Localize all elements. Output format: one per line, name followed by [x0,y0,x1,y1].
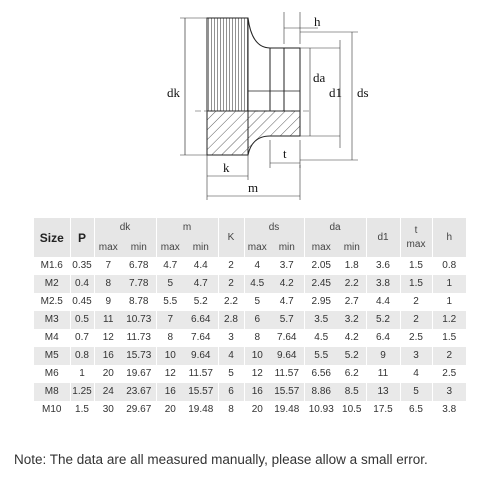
table-cell: 6.4 [366,329,400,347]
table-cell: 12 [156,365,184,383]
table-cell: 12 [244,365,270,383]
size-cell: M4 [34,329,70,347]
table-cell: 19.48 [270,401,304,419]
table-cell: 7.78 [122,275,156,293]
table-cell: 24 [94,383,122,401]
table-cell: 20 [244,401,270,419]
table-cell: 1 [70,365,94,383]
table-cell: 8.86 [304,383,338,401]
table-cell: 4.5 [304,329,338,347]
table-cell: 10.5 [338,401,366,419]
header-p: P [70,218,94,257]
table-cell: 3.8 [366,275,400,293]
table-cell: 4.4 [366,293,400,311]
size-cell: M3 [34,311,70,329]
table-cell: 11.73 [122,329,156,347]
table-cell: 4.4 [184,257,218,275]
label-k: k [223,160,230,175]
table-cell: 3 [218,329,244,347]
table-cell: 3.5 [304,311,338,329]
header-da: da [304,218,366,238]
table-cell: 9.64 [270,347,304,365]
table-cell: 6.64 [184,311,218,329]
table-cell: 2.95 [304,293,338,311]
table-cell: 8.78 [122,293,156,311]
table-cell: 3.8 [432,401,466,419]
table-cell: 0.8 [432,257,466,275]
table-cell: 15.57 [270,383,304,401]
table-cell: 9 [94,293,122,311]
table-cell: 0.4 [70,275,94,293]
table-cell: 1.5 [400,257,432,275]
table-cell: 0.45 [70,293,94,311]
header-t-label: t [414,224,418,236]
table-cell: 3 [432,383,466,401]
header-k: K [218,218,244,257]
table-row [34,401,466,419]
size-cell: M8 [34,383,70,401]
table-cell: 3.2 [338,311,366,329]
table-cell: 23.67 [122,383,156,401]
table-cell: 1.2 [432,311,466,329]
table-cell: 5.5 [304,347,338,365]
table-cell: 5 [218,365,244,383]
header-ds-min: min [270,238,304,257]
table-cell: 4 [218,347,244,365]
table-cell: 12 [94,329,122,347]
table-cell: 4 [400,365,432,383]
table-cell: 2.05 [304,257,338,275]
table-row [34,365,466,383]
table-cell: 9.64 [184,347,218,365]
table-cell: 0.5 [70,311,94,329]
table-cell: 2.5 [400,329,432,347]
table-cell: 0.8 [70,347,94,365]
table-cell: 9 [366,347,400,365]
table-cell: 6 [244,311,270,329]
size-cell: M2.5 [34,293,70,311]
table-cell: 1.5 [400,275,432,293]
table-cell: 5.5 [156,293,184,311]
table-cell: 2.2 [338,275,366,293]
table-cell: 2.7 [338,293,366,311]
table-cell: 1.5 [70,401,94,419]
table-cell: 8 [244,329,270,347]
table-cell: 5.2 [338,347,366,365]
header-ds-max: max [244,238,270,257]
label-ds: ds [357,85,369,100]
table-cell: 6.2 [338,365,366,383]
size-cell: M10 [34,401,70,419]
knurled-nut-drawing [0,0,500,210]
table-cell: 4.7 [270,293,304,311]
table-cell: 16 [156,383,184,401]
header-m-max: max [156,238,184,257]
size-cell: M1.6 [34,257,70,275]
table-cell: 29.67 [122,401,156,419]
table-cell: 5 [156,275,184,293]
table-cell: 15.57 [184,383,218,401]
table-cell: 20 [156,401,184,419]
table-cell: 2.45 [304,275,338,293]
header-m: m [156,218,218,238]
label-dk: dk [167,85,180,100]
table-cell: 8 [94,275,122,293]
table-cell: 4.2 [338,329,366,347]
header-dk-min: min [122,238,156,257]
table-cell: 5 [244,293,270,311]
shank [284,48,300,111]
table-cell: 7.64 [270,329,304,347]
label-t: t [283,146,287,161]
header-ds: ds [244,218,304,238]
table-cell: 2 [218,275,244,293]
table-cell: 2 [432,347,466,365]
table-cell: 3 [400,347,432,365]
table-cell: 6.5 [400,401,432,419]
shank-section [248,111,300,155]
head-section [207,111,248,155]
table-cell: 4 [244,257,270,275]
table-cell: 6.78 [122,257,156,275]
table-cell: 11 [94,311,122,329]
table-cell: 19.67 [122,365,156,383]
table-cell: 5.2 [366,311,400,329]
table-cell: 0.7 [70,329,94,347]
spec-table-body [34,257,466,419]
table-cell: 1.8 [338,257,366,275]
table-row [34,257,466,275]
table-cell: 7 [94,257,122,275]
header-da-min: min [338,238,366,257]
table-row [34,347,466,365]
table-row [34,383,466,401]
table-cell: 8 [218,401,244,419]
table-cell: 4.7 [184,275,218,293]
label-m: m [248,180,259,195]
table-row [34,311,466,329]
table-cell: 2 [400,293,432,311]
table-cell: 5 [400,383,432,401]
table-cell: 4.2 [270,275,304,293]
header-size: Size [34,218,70,257]
table-cell: 0.35 [70,257,94,275]
spec-table [34,218,466,419]
table-cell: 20 [94,365,122,383]
table-cell: 4.5 [244,275,270,293]
table-cell: 8 [156,329,184,347]
table-cell: 13 [366,383,400,401]
table-cell: 3.6 [366,257,400,275]
table-cell: 15.73 [122,347,156,365]
table-row [34,329,466,347]
table-cell: 4.7 [156,257,184,275]
table-cell: 2.5 [432,365,466,383]
header-da-max: max [304,238,338,257]
header-d1: d1 [366,218,400,257]
table-cell: 17.5 [366,401,400,419]
label-h: h [314,14,321,29]
label-da: da [313,70,326,85]
table-cell: 5.2 [184,293,218,311]
table-cell: 2.2 [218,293,244,311]
size-cell: M5 [34,347,70,365]
header-t-sub: max [406,238,426,250]
table-cell: 10.73 [122,311,156,329]
table-cell: 11.57 [184,365,218,383]
table-cell: 1.25 [70,383,94,401]
table-cell: 2 [218,257,244,275]
table-cell: 2.8 [218,311,244,329]
table-cell: 11.57 [270,365,304,383]
table-cell: 16 [244,383,270,401]
header-m-min: min [184,238,218,257]
table-cell: 11 [366,365,400,383]
table-cell: 1.5 [432,329,466,347]
header-dk-max: max [94,238,122,257]
table-cell: 2 [400,311,432,329]
table-cell: 6.56 [304,365,338,383]
header-dk: dk [94,218,156,238]
knurled-head [207,18,248,111]
table-cell: 3.7 [270,257,304,275]
table-cell: 10 [156,347,184,365]
measurement-note: Note: The data are all measured manually, please allow a small error. [14,452,428,467]
header-h: h [432,218,466,257]
label-d1: d1 [329,85,342,100]
table-cell: 10 [244,347,270,365]
header-t [400,218,432,257]
table-row [34,275,466,293]
table-cell: 5.7 [270,311,304,329]
size-cell: M2 [34,275,70,293]
table-cell: 16 [94,347,122,365]
table-cell: 10.93 [304,401,338,419]
table-cell: 1 [432,293,466,311]
neck-upper [248,18,284,48]
table-cell: 30 [94,401,122,419]
table-cell: 7 [156,311,184,329]
table-row [34,293,466,311]
table-cell: 19.48 [184,401,218,419]
table-cell: 1 [432,275,466,293]
table-cell: 8.5 [338,383,366,401]
table-cell: 7.64 [184,329,218,347]
table-cell: 6 [218,383,244,401]
size-cell: M6 [34,365,70,383]
